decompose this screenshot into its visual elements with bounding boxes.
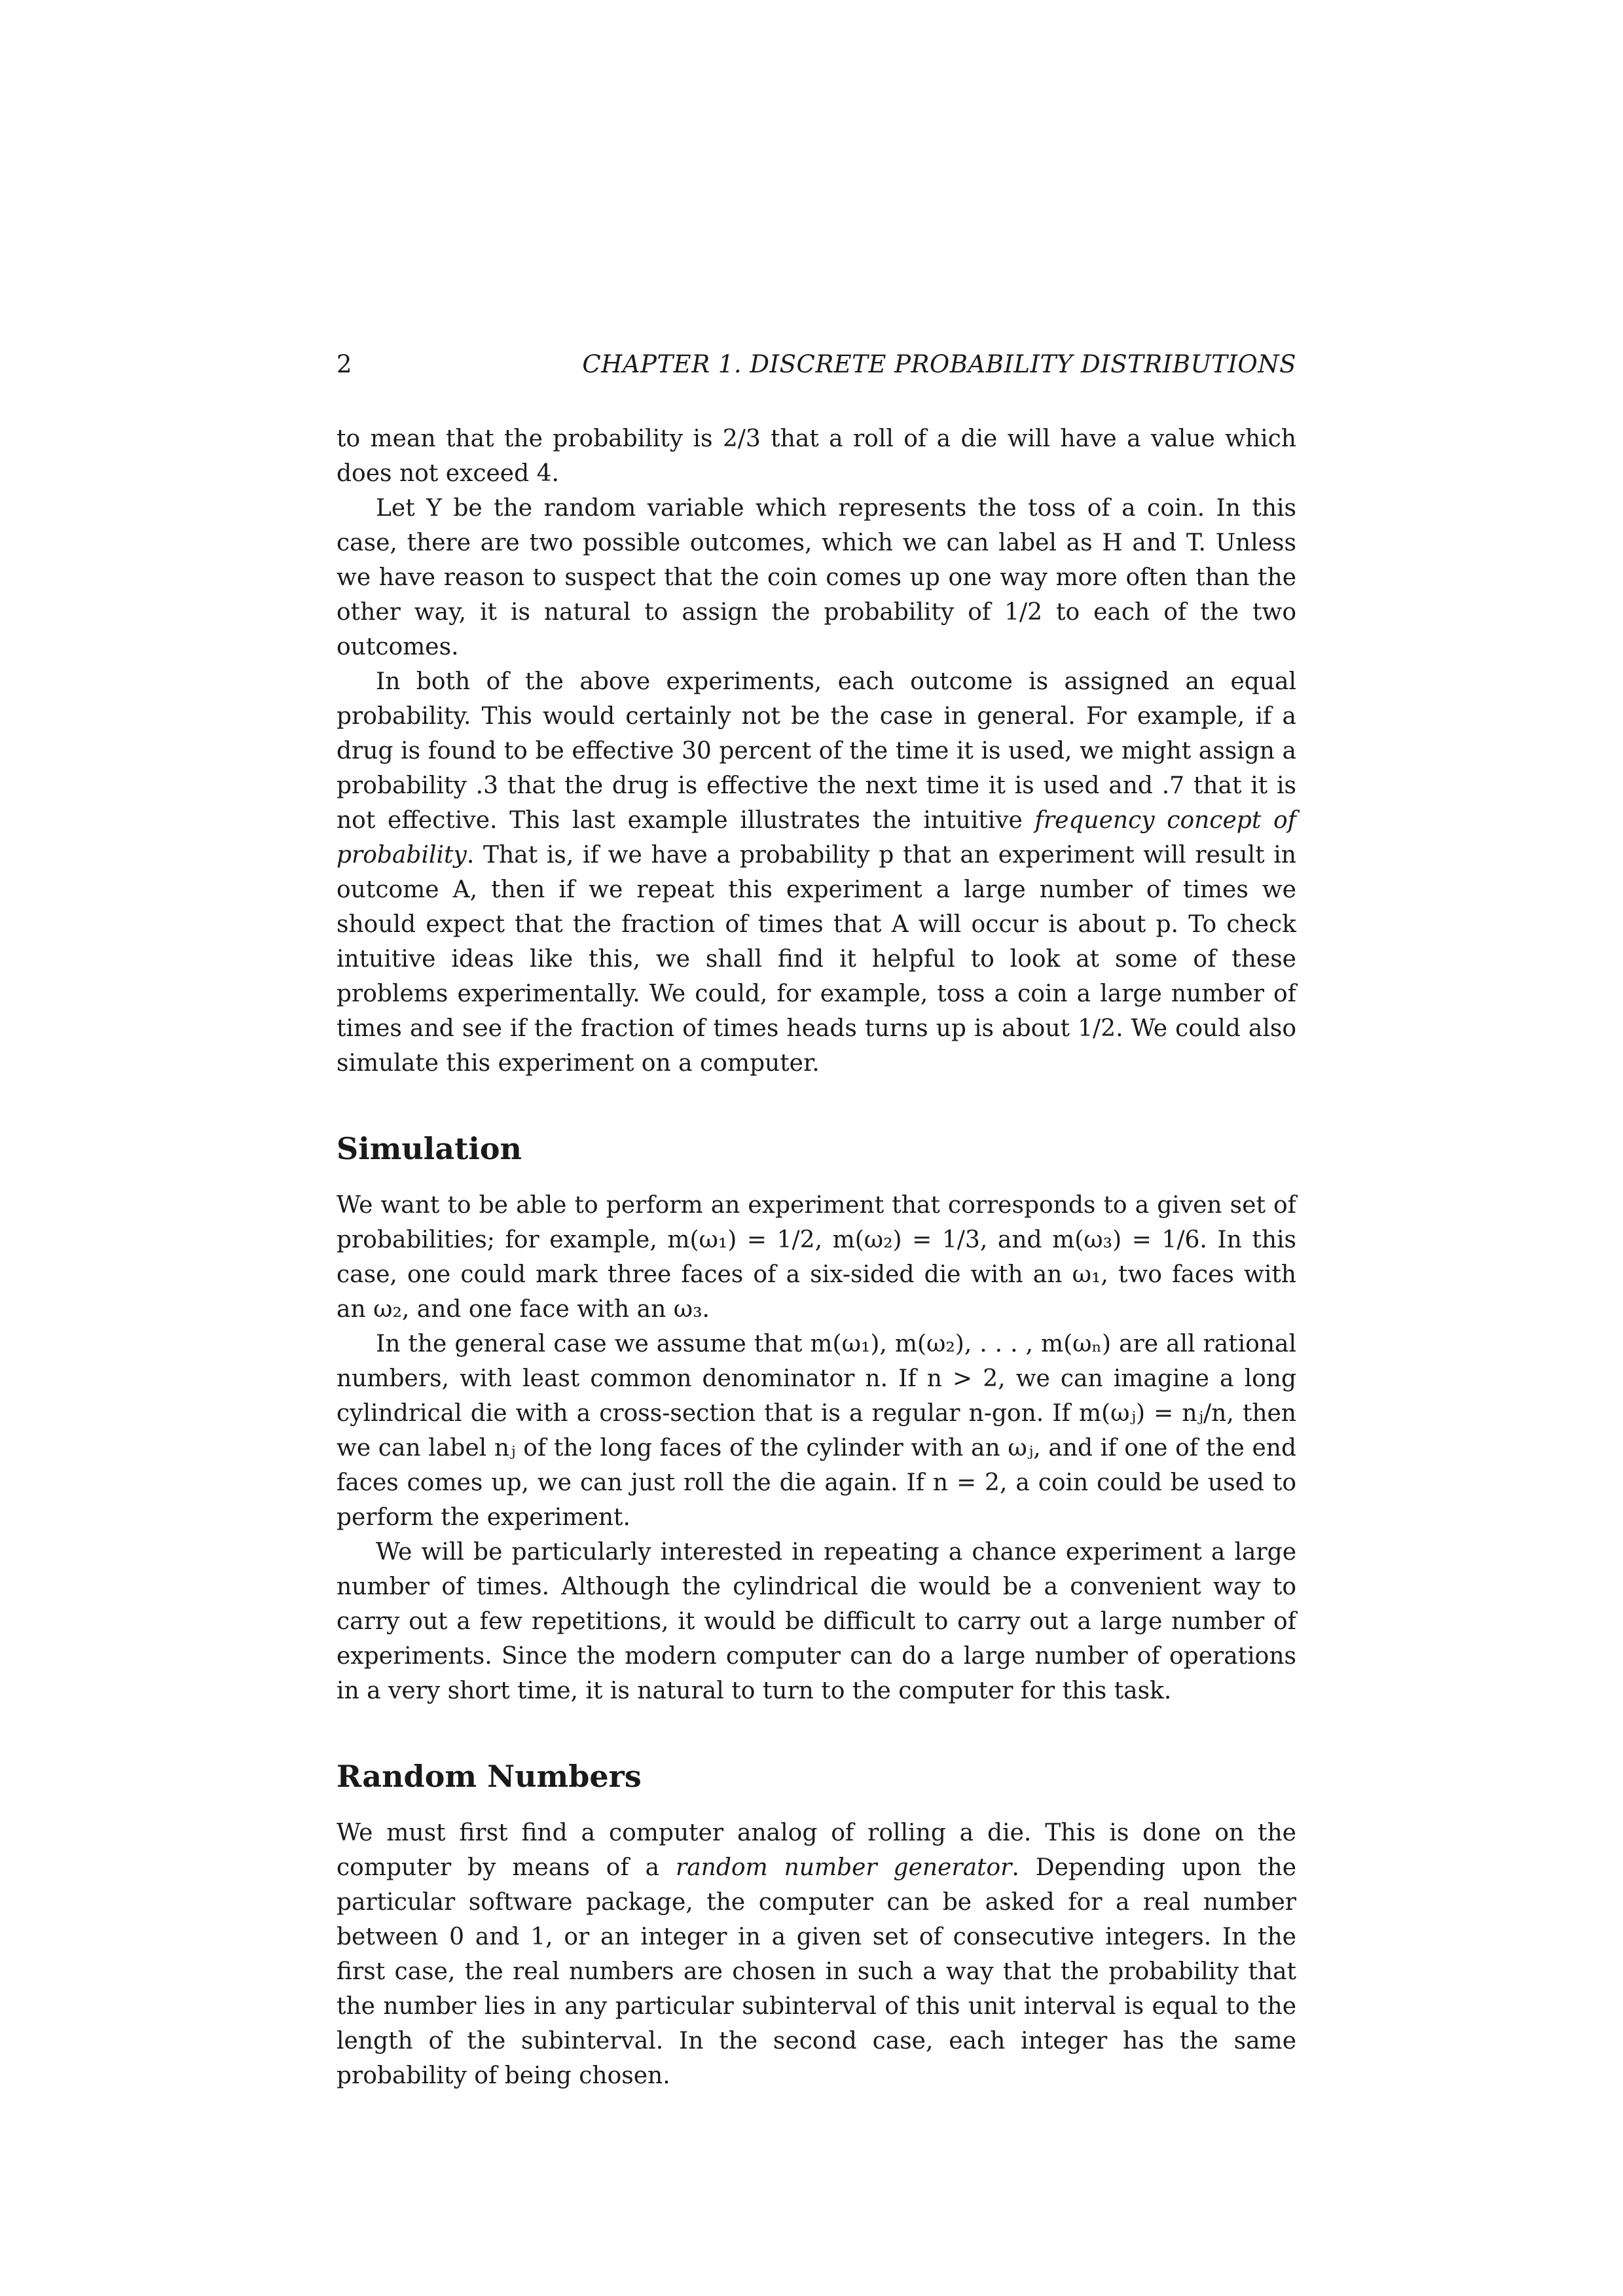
paragraph: Let Y be the random variable which represents the toss of a coin. In this case, there are two possible outcomes, which we can label as H and T. Unless we have reason to suspect that the coin comes up one way more often than the other way, it is natural to assign the probability of 1/2 to each of the two outcomes.: [337, 495, 1296, 660]
paragraph: to mean that the probability is 2/3 that a roll of a die will have a value which does not exceed 4.: [337, 425, 1296, 487]
paragraph-text: We must first find a computer analog of rolling a die. This is done on the computer by means of a: [337, 1820, 1296, 1881]
page-number: 2: [337, 350, 352, 378]
paragraph: In the general case we assume that m(ω₁), m(ω₂), . . . , m(ωₙ) are all rational numbers, with least common denominator n. If n > 2, we can imagine a long cylindrical die with a cross-section that is a regular n-gon. If m(ωⱼ) = nⱼ/n, then we can label nⱼ of the long faces of the cylinder with an ωⱼ, and if one of the end faces comes up, we can just roll the die again. If n = 2, a coin could be used to perform the experiment.: [337, 1331, 1296, 1531]
section-heading-random-numbers: Random Numbers: [337, 1759, 642, 1794]
emphasis-term: random number generator: [675, 1854, 1012, 1881]
emphasis-term: frequency concept of probability: [337, 807, 1296, 869]
paragraph-text: . Depending upon the particular software package, the computer can be asked for a real number between 0 and 1, or an integer in a given set of consecutive integers. In the first case, the real numbers are chosen in such a way that the probability that the number lies in any particular subinterval of this unit interval is equal to the length of the subinterval. In the second case, each integer has the same probability of being chosen.: [337, 1854, 1297, 2089]
body-text: [337, 422, 1296, 2093]
paragraph-text: . That is, if we have a probability p that an experiment will result in outcome A, then if we repeat this experiment a large number of times we should expect that the fraction of times that A will occur is about p. To check intuitive ideas like this, we shall find it helpful to look at some of these problems experimentally. We could, for example, toss a coin a large number of times and see if the fraction of times heads turns up is about 1/2. We could also simulate this experiment on a computer.: [337, 842, 1296, 1077]
section-heading-simulation: Simulation: [337, 1131, 522, 1166]
page-header: [337, 348, 1296, 381]
paragraph: [337, 1816, 1296, 2093]
paragraph: We will be particularly interested in repeating a chance experiment a large number of times. Although the cylindrical die would be a convenient way to carry out a few repetitions, it would be difficult to carry out a large number of experiments. Since the modern computer can do a large number of operations in a very short time, it is natural to turn to the computer for this task.: [337, 1539, 1296, 1704]
paragraph: We want to be able to perform an experiment that corresponds to a given set of probabilities; for example, m(ω₁) = 1/2, m(ω₂) = 1/3, and m(ω₃) = 1/6. In this case, one could mark three faces of a six-sided die with an ω₁, two faces with an ω₂, and one face with an ω₃.: [337, 1192, 1296, 1323]
running-head: CHAPTER 1. DISCRETE PROBABILITY DISTRIBUTIONS: [582, 350, 1296, 378]
paragraph-text: In both of the above experiments, each outcome is assigned an equal probability. This would certainly not be the case in general. For example, if a drug is found to be effective 30 percent of the time it is used, we might assign a probability .3 that the drug is effective the next time it is used and .7 that it is not effective. This last example illustrates the intuitive: [337, 668, 1296, 834]
paragraph: [337, 664, 1296, 1081]
